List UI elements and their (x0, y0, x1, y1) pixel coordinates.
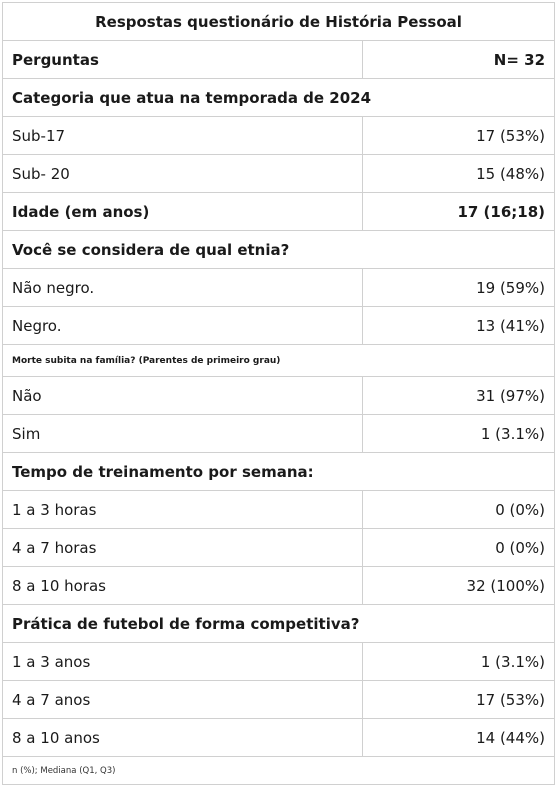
row-value: 15 (48%) (363, 155, 555, 193)
section-heading (3, 605, 555, 643)
header-row (3, 41, 555, 79)
row-value: 19 (59%) (363, 269, 555, 307)
table-row (3, 681, 555, 719)
table-row (3, 307, 555, 345)
row-value: 14 (44%) (363, 719, 555, 757)
row-label: Não negro. (3, 269, 363, 307)
row-value: 17 (53%) (363, 117, 555, 155)
section-heading (3, 453, 555, 491)
row-label: 8 a 10 anos (3, 719, 363, 757)
table-row (3, 719, 555, 757)
section-heading (3, 79, 555, 117)
row-label: 4 a 7 horas (3, 529, 363, 567)
row-label: Sub- 20 (3, 155, 363, 193)
row-label: 1 a 3 horas (3, 491, 363, 529)
row-label: Sim (3, 415, 363, 453)
table-row (3, 567, 555, 605)
row-label: Não (3, 377, 363, 415)
row-value: 1 (3.1%) (363, 415, 555, 453)
section-label-treinamento: Tempo de treinamento por semana: (3, 453, 555, 491)
table-row (3, 415, 555, 453)
row-value: 1 (3.1%) (363, 643, 555, 681)
row-value: 13 (41%) (363, 307, 555, 345)
section-label-futebol: Prática de futebol de forma competitiva? (3, 605, 555, 643)
footnote-row (3, 757, 555, 785)
questionnaire-table (2, 2, 555, 785)
row-label: 1 a 3 anos (3, 643, 363, 681)
section-heading (3, 231, 555, 269)
table-row (3, 117, 555, 155)
row-value: 17 (53%) (363, 681, 555, 719)
section-label-morte: Morte subita na família? (Parentes de primeiro grau) (3, 345, 555, 377)
section-heading (3, 345, 555, 377)
row-value: 0 (0%) (363, 491, 555, 529)
row-value: 17 (16;18) (363, 193, 555, 231)
table-row (3, 377, 555, 415)
table-row (3, 269, 555, 307)
row-label: 4 a 7 anos (3, 681, 363, 719)
footnote: n (%); Mediana (Q1, Q3) (3, 757, 555, 785)
row-label: Negro. (3, 307, 363, 345)
header-n: N= 32 (363, 41, 555, 79)
section-label-idade: Idade (em anos) (3, 193, 363, 231)
table-row (3, 529, 555, 567)
section-label-etnia: Você se considera de qual etnia? (3, 231, 555, 269)
section-label-categoria: Categoria que atua na temporada de 2024 (3, 79, 555, 117)
row-value: 0 (0%) (363, 529, 555, 567)
row-value: 31 (97%) (363, 377, 555, 415)
table-title: Respostas questionário de História Pessoal (3, 3, 555, 41)
row-value: 32 (100%) (363, 567, 555, 605)
table-row (3, 155, 555, 193)
table-row (3, 193, 555, 231)
table-title-row (3, 3, 555, 41)
table-row (3, 491, 555, 529)
table-row (3, 643, 555, 681)
row-label: 8 a 10 horas (3, 567, 363, 605)
row-label: Sub-17 (3, 117, 363, 155)
header-label: Perguntas (3, 41, 363, 79)
